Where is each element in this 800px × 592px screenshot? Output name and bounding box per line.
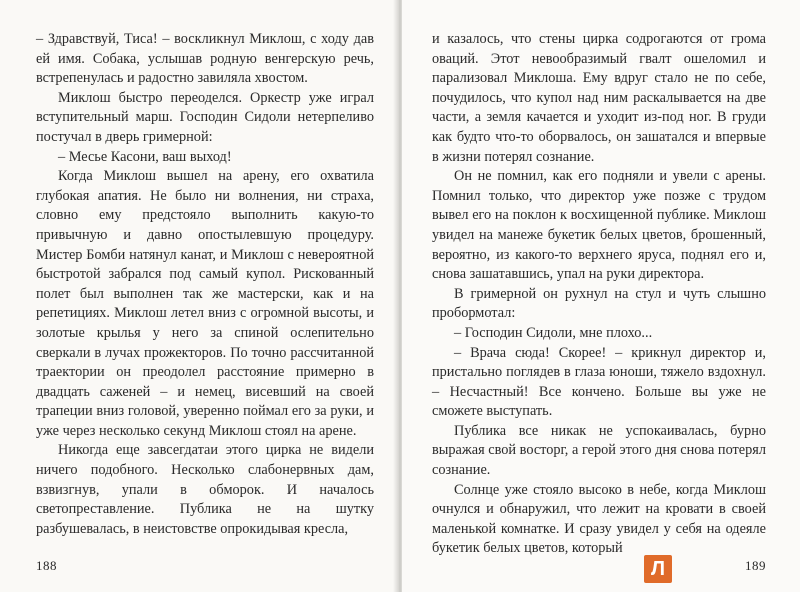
paragraph: – Здравствуй, Тиса! – воскликнул Миклош, с ходу дав ей имя. Собака, услышав родную венгерскую речь, встрепенулась и радостно завиляла хвостом.	[36, 31, 374, 87]
paragraph: и казалось, что стены цирка содрогаются от грома оваций. Этот невообразимый гвалт ошеломил и парализовал Миклоша. Ему вдруг стало не по себе, почудилось, что купол над ним раскалывается на две части, а земля качается и уходит из-под ног. В груди как будто что-то оборвалось, он зашатался и впервые в жизни потерял сознание.	[432, 31, 766, 165]
paragraph: Публика все никак не успокаивалась, бурно выражая свой восторг, а герой этого дня снова потерял сознание.	[432, 422, 766, 479]
paragraph: Никогда еще завсегдатаи этого цирка не видели ничего подобного. Несколько слабонервных дам, взвизгнув, упали в обморок. И началось светопреставление. Публика не на шутку разбушевалась, в неистовстве опрокидывая кресла,	[36, 442, 374, 537]
paragraph: – Господин Сидоли, мне плохо...	[454, 324, 653, 341]
paragraph: Когда Миклош вышел на арену, его охватила глубокая апатия. Не было ни волнения, ни страха, словно ему предстояло выполнить какую-то привычную и давно опостылевшую процедуру. Мистер Бомби натянул канат, и Миклош с невероятной быстротой забрался под самый купол. Рискованный полет был выполнен так же мастерски, как и на репетициях. Миклош летел вниз с огромной высоты, и золотые крылья у него за спиной ослепительно сверкали в лучах прожекторов. По точно рассчитанной траектории он преодолел расстояние примерно в двадцать саженей – и немец, висевший на своей трапеции вниз головой, уверенно поймал его за руки, и уже через несколько секунд Миклош стоял на арене.	[36, 168, 374, 439]
paragraph: В гримерной он рухнул на стул и чуть слышно пробормотал:	[432, 285, 766, 322]
paragraph: Миклош быстро переоделся. Оркестр уже играл вступительный марш. Господин Сидоли нетерпеливо постучал в дверь гримерной:	[36, 89, 374, 145]
paragraph: – Врача сюда! Скорее! – крикнул директор и, пристально поглядев в глаза юноши, тяжело вздохнул. – Несчастный! Все кончено. Больше вы уже не сможете выступать.	[432, 344, 766, 420]
right-page-text	[432, 30, 766, 559]
left-page	[0, 0, 398, 592]
labirint-logo-icon: Л	[644, 555, 672, 583]
paragraph: – Месье Касони, ваш выход!	[58, 148, 232, 165]
page-number: 188	[36, 558, 57, 573]
paragraph: Солнце уже стояло высоко в небе, когда Миклош очнулся и обнаружил, что лежит на кровати в своей маленькой комнатке. И сразу увидел у себя на одеяле букетик белых цветов, который	[432, 481, 766, 557]
right-page	[402, 0, 800, 592]
left-page-text	[36, 30, 374, 539]
page-number: 189	[745, 558, 766, 573]
paragraph: Он не помнил, как его подняли и увели с арены. Помнил только, что директор уже позже с трудом вывел его на поклон к восхищенной публике. Миклош увидел на манеже букетик белых цветов, брошенный, вероятно, из какого-то верхнего яруса, поднял его и, снова зашатавшись, упал на руки директора.	[432, 168, 766, 283]
